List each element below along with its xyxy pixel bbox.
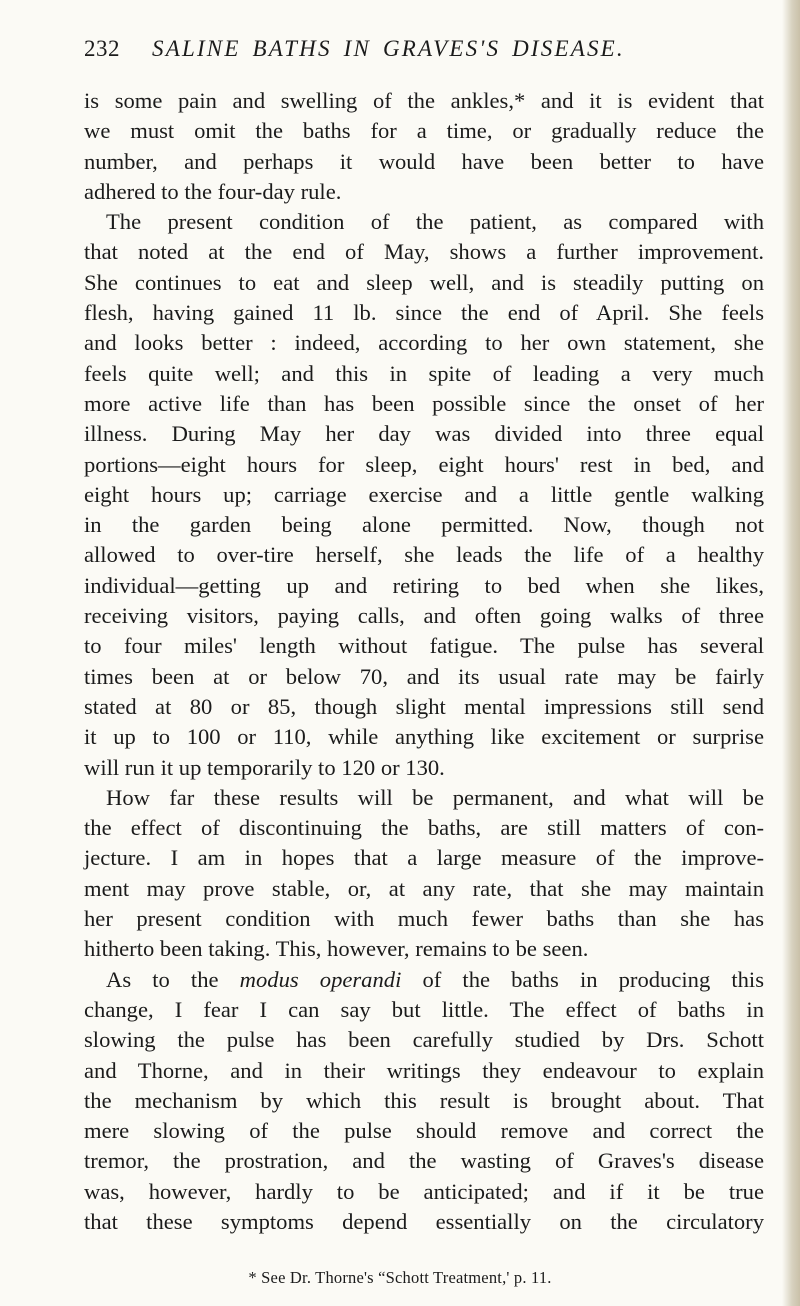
text-line: How far these results will be permanent, and what will be [106,784,764,810]
text-line: portions—eight hours for sleep, eight hours' rest in bed, and [84,451,764,477]
text-line: The present condition of the patient, as compared with [106,209,764,235]
text-line: is some pain and swelling of the ankles,* and it is evident that [84,88,764,113]
text-line: adhered to the four-day rule. [84,178,342,204]
text-line: receiving visitors, paying calls, and often going walks of three [84,603,764,629]
text-line: was, however, hardly to be anticipated; and if it be true [84,1178,764,1204]
text-line: that these symptoms depend essentially on the circulatory [84,1208,764,1234]
text-line: jecture. I am in hopes that a large measure of the improve- [84,845,764,871]
body-text [84,86,764,1237]
text-line: and Thorne, and in their writings they endeavour to explain [84,1057,764,1083]
text-line: ment may prove stable, or, at any rate, that she may maintain [84,875,764,901]
text-line: and looks better : indeed, according to her own statement, she [84,330,764,356]
text-line: the effect of discontinuing the baths, are still matters of con- [84,815,764,841]
text-line: mere slowing of the pulse should remove and correct the [84,1118,764,1144]
text-line: She continues to eat and sleep well, and is steadily putting on [84,269,764,295]
text-line: times been at or below 70, and its usual rate may be fairly [84,663,764,689]
text-fragment: As to the [106,966,219,992]
text-fragment: of the baths in producing this [422,966,765,992]
text-line: it up to 100 or 110, while anything like excitement or surprise [84,724,764,750]
text-line: in the garden being alone permitted. Now, though not [84,512,764,538]
text-line: number, and perhaps it would have been better to have [84,148,764,174]
text-line: allowed to over-tire herself, she leads the life of a healthy [84,542,764,568]
text-line: individual—getting up and retiring to bed when she likes, [84,572,764,598]
text-line: change, I fear I can say but little. The effect of baths in [84,996,764,1022]
footnote: * See Dr. Thorne's “Schott Treatment,' p. 11. [248,1268,552,1287]
page-number: 232 [84,36,120,61]
text-line: will run it up temporarily to 120 or 130. [84,754,445,780]
text-line: feels quite well; and this in spite of leading a very much [84,360,764,386]
text-line: stated at 80 or 85, though slight mental impressions still send [84,693,764,719]
text-line: more active life than has been possible since the onset of her [84,390,764,416]
text-line: her present condition with much fewer baths than she has [84,906,764,932]
running-head [84,36,764,76]
text-line: the mechanism by which this result is brought about. That [84,1087,764,1113]
text-line: hitherto been taking. This, however, remains to be seen. [84,936,589,962]
text-line: that noted at the end of May, shows a further improvement. [84,239,764,265]
italic-phrase: modus operandi [239,966,402,992]
text-line-mixed [84,965,764,995]
text-line: flesh, having gained 11 lb. since the end of April. She feels [84,300,764,326]
text-line: to four miles' length without fatigue. The pulse has several [84,633,764,659]
text-line: eight hours up; carriage exercise and a little gentle walking [84,481,764,507]
text-line: slowing the pulse has been carefully studied by Drs. Schott [84,1027,764,1053]
text-line: we must omit the baths for a time, or gradually reduce the [84,118,764,144]
text-line: illness. During May her day was divided into three equal [84,421,764,447]
running-title: SALINE BATHS IN GRAVES'S DISEASE. [152,36,625,61]
page-edge-shadow [782,0,800,1306]
text-line: tremor, the prostration, and the wasting of Graves's disease [84,1148,764,1174]
